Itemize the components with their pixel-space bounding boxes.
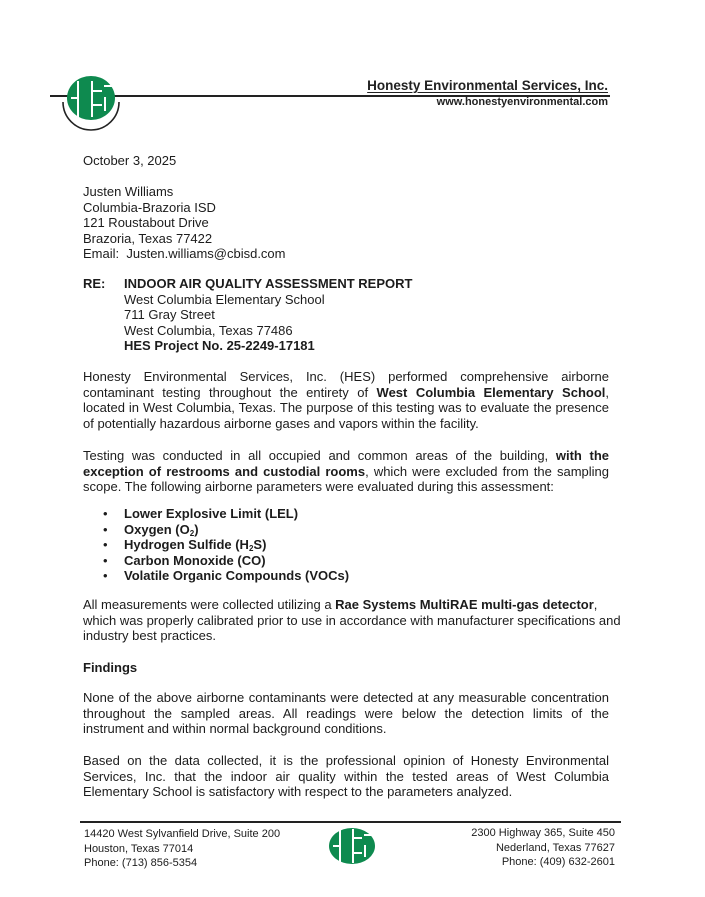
re-label: RE:: [83, 276, 106, 291]
list-item: • Oxygen $(O_2)$: [103, 522, 349, 538]
scope-paragraph: Testing was conducted in all occupied and common areas of the building, with the exception of restrooms and custodial rooms, which were excluded from the sampling scope. The following airborne parameters were evaluated during this assessment:: [83, 448, 610, 494]
project-number: HES Project No. 25-2249-17181: [124, 338, 315, 353]
site-street: 711 Gray Street: [124, 307, 215, 322]
list-item: • Carbon Monoxide (CO): [103, 553, 349, 569]
list-item: • Volatile Organic Compounds (VOCs): [103, 568, 349, 584]
instrument-paragraph: All measurements were collected utilizing a Rae Systems MultiRAE multi-gas detector, which was properly calibrated prior to use in accordance with manufacturer specifications and industry best practices.: [83, 597, 621, 643]
site-city: West Columbia, Texas 77486: [124, 322, 293, 338]
recipient-name: Justen Williams: [83, 184, 174, 199]
report-title: INDOOR AIR QUALITY ASSESSMENT REPORT: [124, 276, 413, 291]
school-name-bold: West Columbia Elementary School: [376, 384, 606, 400]
findings-heading: Findings: [83, 660, 138, 675]
email-label: Email:: [83, 246, 120, 261]
intro-paragraph: Honesty Environmental Services, Inc. (HES) performed comprehensive airborne contaminant testing throughout the entirety of West Columbia Elementary School, located in West Columbia, Texas. The purpose of this testing was to evaluate the presence of potentially hazardous airborne gases and vapors within the facility.: [83, 369, 609, 431]
recipient-email[interactable]: Justen.williams@cbisd.com: [126, 246, 286, 261]
conclusion-paragraph: Based on the data collected, it is the professional opinion of Honesty Environmental Services, Inc. that the indoor air quality within the tested areas of West Columbia Elementary School is satisfactory with respect to the parameters analyzed.: [83, 753, 609, 799]
hes-footer-logo-icon: [327, 827, 377, 865]
list-item: • Lower Explosive Limit (LEL): [103, 506, 349, 522]
company-name: Honesty Environmental Services, Inc.: [367, 78, 608, 93]
hes-logo-icon: [60, 71, 122, 133]
exclusion-bold: with the exception of restrooms and custodial rooms: [83, 448, 610, 479]
recipient-block: [83, 184, 286, 262]
instrument-bold: Rae Systems MultiRAE multi-gas detector: [335, 597, 594, 612]
recipient-organization: Columbia-Brazoria ISD: [83, 199, 216, 215]
list-item: • Hydrogen Sulfide $(H_2S)$: [103, 537, 349, 553]
recipient-email-line: [83, 246, 286, 262]
recipient-city: Brazoria, Texas 77422: [83, 230, 213, 246]
company-website: www.honestyenvironmental.com: [436, 96, 608, 108]
re-block: [124, 276, 412, 354]
letter-date: October 3, 2025: [83, 153, 177, 168]
site-name: West Columbia Elementary School: [124, 291, 325, 307]
recipient-street: 121 Roustabout Drive: [83, 215, 209, 230]
footer-nederland-address: 2300 Highway 365, Suite 450 Nederland, Texas 77627 Phone: (409) 632-2601: [471, 827, 615, 868]
parameters-list: [103, 506, 349, 584]
findings-paragraph: None of the above airborne contaminants were detected at any measurable concentration throughout the sampled areas. All readings were below the detection limits of the instrument and within normal background conditions.: [83, 690, 609, 736]
footer-rule: [80, 821, 621, 823]
footer-houston-address: 14420 West Sylvanfield Drive, Suite 200 Houston, Texas 77014 Phone: (713) 856-5354: [84, 828, 281, 869]
